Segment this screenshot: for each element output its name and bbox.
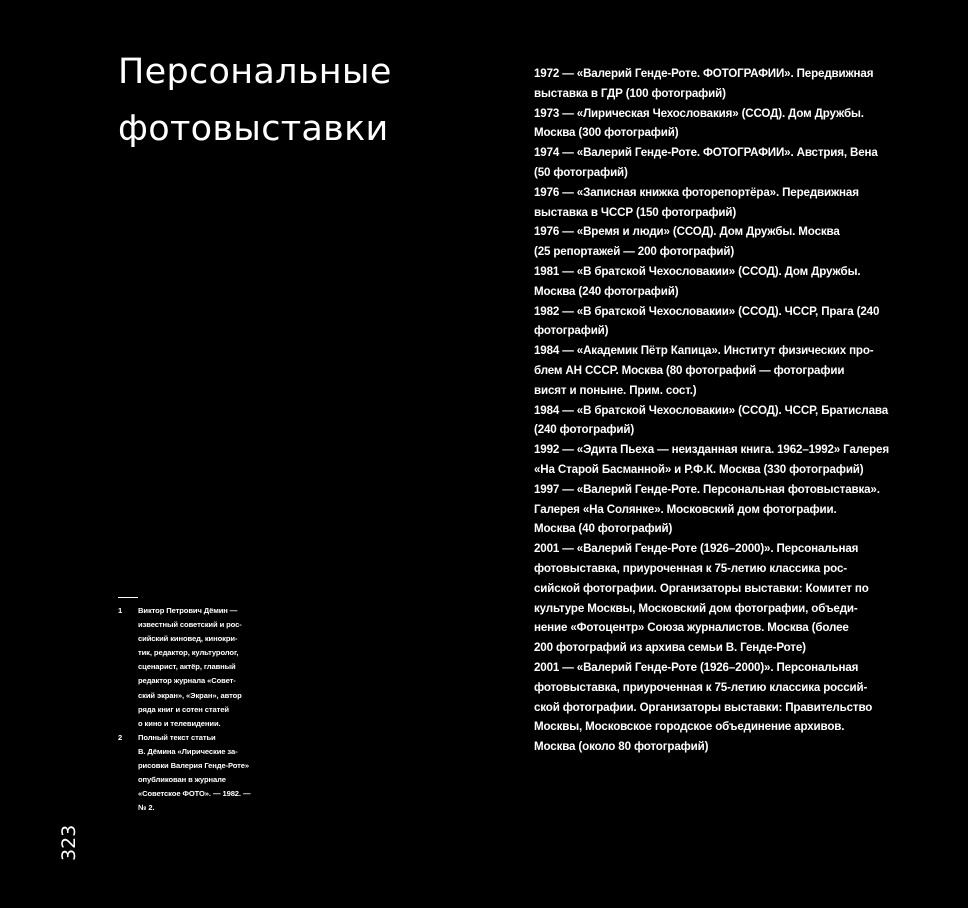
entry-line: (240 фотографий): [534, 423, 635, 437]
entry-line: 1984 — «В братской Чехословакии» (ССОД). ЧССР, Братислава: [534, 403, 889, 417]
entry-line: 200 фотографий из архива семьи В. Генде-Роте): [534, 641, 806, 655]
footnote-line: Полный текст статьи: [138, 732, 216, 742]
entry-line: фотовыставка, приуроченная к 75-летию классика россий-: [534, 680, 868, 694]
footnote-line: тик, редактор, культуролог,: [138, 648, 239, 658]
footnote-line: ский экран», «Экран», автор: [138, 690, 242, 700]
exhibitions-list: [534, 64, 914, 757]
entry-line: фотовыставка, приуроченная к 75-летию классика рос-: [534, 561, 847, 575]
page-title: [118, 44, 392, 158]
entry-line: 1981 — «В братской Чехословакии» (ССОД). Дом Дружбы.: [534, 264, 861, 278]
title-line: фотовыставки: [118, 109, 389, 149]
exhibition-entry: [534, 262, 914, 302]
footnote-number: 2: [118, 732, 123, 742]
entry-line: 1976 — «Записная книжка фоторепортёра». Передвижная: [534, 185, 859, 199]
exhibition-entry: [534, 539, 914, 658]
entry-line: 1984 — «Академик Пётр Капица». Институт физических про-: [534, 344, 874, 358]
entry-line: Галерея «На Солянке». Московский дом фотографии.: [534, 502, 837, 516]
exhibition-entry: [534, 658, 914, 757]
entry-line: выставка в ЧССР (150 фотографий): [534, 205, 737, 219]
entry-line: ской фотографии. Организаторы выставки: Правительство: [534, 700, 873, 714]
footnote-line: В. Дёмина «Лирические за-: [138, 746, 238, 756]
entry-line: 1976 — «Время и люди» (ССОД). Дом Дружбы. Москва: [534, 225, 840, 239]
footnote-divider: [118, 597, 138, 598]
footnote-number: 1: [118, 606, 123, 615]
footnotes-list: [118, 604, 250, 815]
entry-line: висят и поныне. Прим. сост.): [534, 383, 697, 397]
entry-line: фотографий): [534, 324, 609, 338]
footnote-line: сценарист, актёр, главный: [138, 662, 236, 672]
exhibition-entry: [534, 64, 914, 104]
footnote-line: «Советское ФОТО». — 1982. —: [138, 789, 251, 799]
entry-line: (25 репортажей — 200 фотографий): [534, 245, 735, 259]
entry-line: культуре Москвы, Московский дом фотографии, объеди-: [534, 601, 858, 615]
entry-line: 2001 — «Валерий Генде-Роте (1926–2000)». Персональная: [534, 660, 859, 674]
entry-line: нение «Фотоцентр» Союза журналистов. Москва (более: [534, 621, 849, 635]
footnote-line: о кино и телевидении.: [138, 718, 221, 728]
exhibition-entry: [534, 341, 914, 400]
entry-line: Москва (около 80 фотографий): [534, 740, 709, 754]
footnote-line: опубликован в журнале: [138, 775, 226, 785]
entry-line: Москва (240 фотографий): [534, 284, 679, 298]
exhibition-entry: [534, 143, 914, 183]
footnote-line: ряда книг и сотен статей: [138, 704, 229, 714]
exhibition-entry: [534, 401, 914, 441]
entry-line: 1973 — «Лирическая Чехословакия» (ССОД). Дом Дружбы.: [534, 106, 864, 120]
footnote-line: редактор журнала «Совет-: [138, 676, 236, 686]
exhibition-entry: [534, 183, 914, 223]
entry-line: сийской фотографии. Организаторы выставки: Комитет по: [534, 581, 869, 595]
entry-line: 1982 — «В братской Чехословакии» (ССОД). ЧССР, Прага (240: [534, 304, 880, 318]
footnote-line: сийский киновед, кинокри-: [138, 634, 238, 644]
entry-line: выставка в ГДР (100 фотографий): [534, 86, 726, 100]
entry-line: 1997 — «Валерий Генде-Роте. Персональная фотовыставка».: [534, 482, 880, 496]
exhibition-entry: [534, 480, 914, 539]
footnote-line: рисовки Валерия Генде-Роте»: [138, 761, 250, 771]
entry-line: (50 фотографий): [534, 165, 628, 179]
exhibition-entry: [534, 440, 914, 480]
entry-line: 2001 — «Валерий Генде-Роте (1926–2000)». Персональная: [534, 542, 859, 556]
entry-line: 1972 — «Валерий Генде-Роте. ФОТОГРАФИИ». Передвижная: [534, 67, 874, 80]
exhibition-entry: [534, 302, 914, 342]
entry-line: 1974 — «Валерий Генде-Роте. ФОТОГРАФИИ». Австрия, Вена: [534, 146, 878, 160]
page-number: 323: [58, 824, 80, 861]
entry-line: Москвы, Московское городское объединение архивов.: [534, 720, 845, 734]
entry-line: «На Старой Басманной» и Р.Ф.К. Москва (330 фотографий): [534, 462, 864, 476]
footnote: [118, 604, 250, 731]
entry-line: 1992 — «Эдита Пьеха — неизданная книга. 1962–1992» Галерея: [534, 443, 889, 457]
entry-line: Москва (40 фотографий): [534, 522, 673, 536]
footnote-line: Виктор Петрович Дёмин —: [138, 606, 238, 615]
footnote-line: известный советский и рос-: [138, 620, 242, 630]
entry-line: Москва (300 фотографий): [534, 126, 679, 140]
entry-line: блем АН СССР. Москва (80 фотографий — фотографии: [534, 363, 845, 377]
title-line: Персональные: [118, 52, 392, 92]
footnote: [118, 731, 250, 816]
footnote-line: № 2.: [138, 803, 155, 813]
exhibition-entry: [534, 222, 914, 262]
exhibition-entry: [534, 104, 914, 144]
